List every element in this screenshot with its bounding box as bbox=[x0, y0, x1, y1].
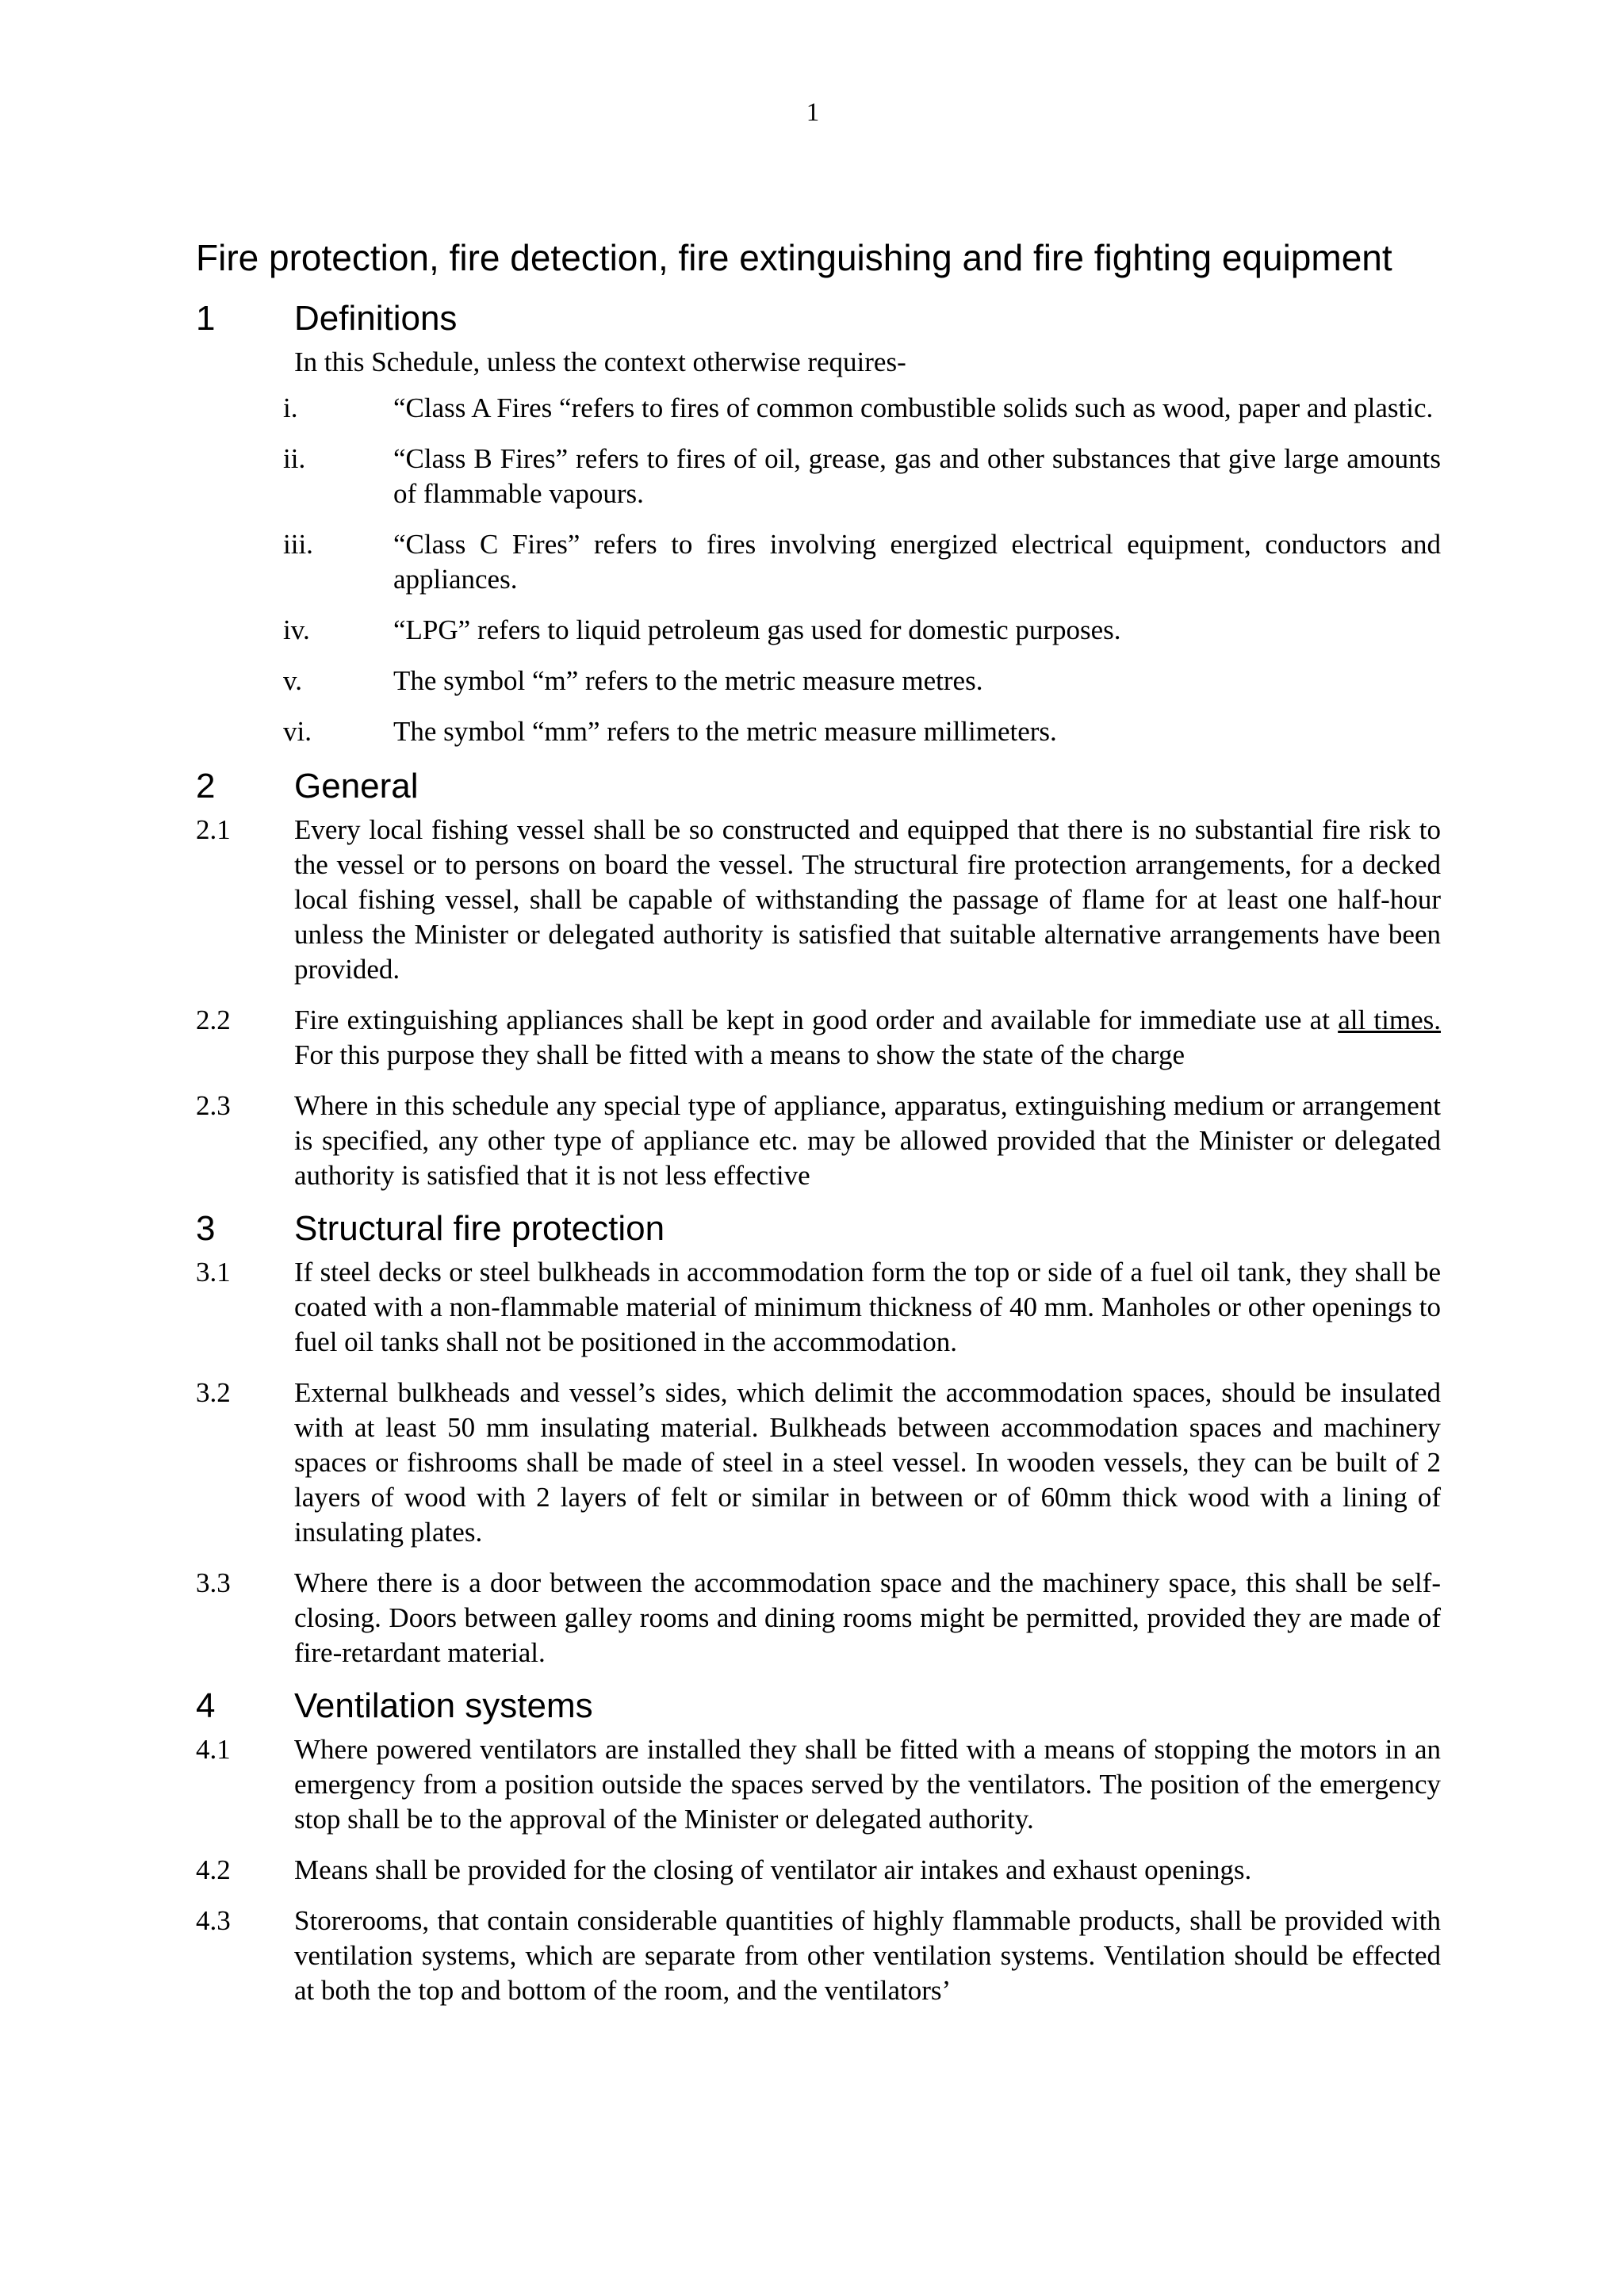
paragraph-text: External bulkheads and vessel’s sides, which delimit the accommodation spaces, should be insulated with at least 50 mm insulating material. Bulkheads between accommodation spaces and machinery spaces or fishrooms shall be made of steel in a steel vessel. In wooden vessels, they can be built of 2 layers of wood with 2 layers of felt or similar in between or of 60mm thick wood with a lining of insulating plates. bbox=[294, 1377, 1441, 1548]
definition-text: The symbol “mm” refers to the metric measure millimeters. bbox=[393, 716, 1057, 747]
section-title: Structural fire protection bbox=[294, 1209, 665, 1248]
paragraph bbox=[196, 1376, 1441, 1550]
definitions-intro: In this Schedule, unless the context otherwise requires- bbox=[294, 346, 906, 377]
definition-numeral: ii. bbox=[283, 443, 306, 474]
section-definitions bbox=[196, 299, 1441, 749]
paragraph-text: If steel decks or steel bulkheads in accommodation form the top or side of a fuel oil tank, they shall be coated with a non-flammable material of minimum thickness of 40 mm. Manholes or other openings to fuel oil tanks shall not be positioned in the accommodation. bbox=[294, 1257, 1441, 1357]
section-number: 3 bbox=[196, 1209, 216, 1248]
section-title: General bbox=[294, 767, 419, 806]
paragraph-text: Where powered ventilators are installed they shall be fitted with a means of stopping the motors in an emergency from a position outside the spaces served by the ventilators. The position of the emergency stop shall be to the approval of the Minister or delegated authority. bbox=[294, 1734, 1441, 1835]
paragraph bbox=[196, 813, 1441, 987]
definition-item bbox=[196, 442, 1441, 511]
paragraph-text bbox=[294, 1003, 1441, 1073]
definition-item bbox=[196, 714, 1441, 749]
paragraph-number: 3.1 bbox=[196, 1257, 231, 1288]
definition-numeral: i. bbox=[283, 392, 298, 423]
section-structural-fire-protection bbox=[196, 1209, 1441, 1670]
underlined-text: all times. bbox=[1338, 1004, 1441, 1035]
definition-numeral: iv. bbox=[283, 614, 310, 645]
paragraph bbox=[196, 1732, 1441, 1837]
paragraph bbox=[196, 1853, 1441, 1888]
definition-text: The symbol “m” refers to the metric measure metres. bbox=[393, 665, 983, 696]
paragraph-number: 4.3 bbox=[196, 1905, 231, 1936]
page-number: 1 bbox=[806, 98, 820, 127]
definition-text: “Class B Fires” refers to fires of oil, grease, gas and other substances that give large amounts of flammable vapours. bbox=[393, 443, 1441, 509]
section-number: 1 bbox=[196, 299, 216, 338]
paragraph-text: Storerooms, that contain considerable quantities of highly flammable products, shall be provided with ventilation systems, which are separate from other ventilation systems. Ventilation should be effected at both the top and bottom of the room, and the ventilators’ bbox=[294, 1905, 1441, 2006]
document-title: Fire protection, fire detection, fire extinguishing and fire fighting equipment bbox=[196, 237, 1392, 278]
paragraph-text: Every local fishing vessel shall be so constructed and equipped that there is no substantial fire risk to the vessel or to persons on board the vessel. The structural fire protection arrangements, for a decked local fishing vessel, shall be capable of withstanding the passage of flame for at least one half-hour unless the Minister or delegated authority is satisfied that suitable alternative arrangements have been provided. bbox=[294, 814, 1441, 985]
section-general bbox=[196, 767, 1441, 1193]
paragraph-text: Where there is a door between the accommodation space and the machinery space, this shall be self-closing. Doors between galley rooms and dining rooms might be permitted, provided they are made of fire-retardant material. bbox=[294, 1567, 1441, 1668]
definition-item bbox=[196, 391, 1441, 426]
paragraph-text: Means shall be provided for the closing of ventilator air intakes and exhaust openings. bbox=[294, 1854, 1252, 1885]
section-heading bbox=[196, 767, 1441, 806]
paragraph-text-part: Fire extinguishing appliances shall be kept in good order and available for immediate use at bbox=[294, 1004, 1339, 1035]
section-title: Definitions bbox=[294, 299, 458, 338]
document-body bbox=[196, 236, 1441, 2024]
paragraph bbox=[196, 1904, 1441, 2008]
paragraph bbox=[196, 1255, 1441, 1360]
paragraph-number: 2.1 bbox=[196, 814, 231, 845]
paragraph-number: 4.1 bbox=[196, 1734, 231, 1765]
paragraph-number: 3.3 bbox=[196, 1567, 231, 1598]
section-title: Ventilation systems bbox=[294, 1686, 593, 1725]
paragraph bbox=[196, 1566, 1441, 1670]
definition-numeral: iii. bbox=[283, 529, 313, 560]
paragraph-number: 3.2 bbox=[196, 1377, 231, 1408]
definition-numeral: v. bbox=[283, 665, 302, 696]
section-number: 2 bbox=[196, 767, 216, 806]
definition-numeral: vi. bbox=[283, 716, 312, 747]
paragraph-number: 2.3 bbox=[196, 1090, 231, 1121]
definition-item bbox=[196, 613, 1441, 648]
paragraph-number: 2.2 bbox=[196, 1004, 231, 1035]
definition-text: “Class C Fires” refers to fires involving energized electrical equipment, conductors and appliances. bbox=[393, 529, 1441, 595]
definition-item bbox=[196, 527, 1441, 597]
definition-text: “LPG” refers to liquid petroleum gas used for domestic purposes. bbox=[393, 614, 1121, 645]
definitions-list bbox=[196, 391, 1441, 749]
definition-text: “Class A Fires “refers to fires of common combustible solids such as wood, paper and plastic. bbox=[393, 392, 1434, 423]
paragraph-text: Where in this schedule any special type of appliance, apparatus, extinguishing medium or arrangement is specified, any other type of appliance etc. may be allowed provided that the Minister or delegated authority is satisfied that it is not less effective bbox=[294, 1090, 1441, 1191]
section-heading bbox=[196, 1686, 1441, 1726]
paragraph bbox=[196, 1089, 1441, 1193]
paragraph-text-part: For this purpose they shall be fitted with a means to show the state of the charge bbox=[294, 1039, 1185, 1070]
section-heading bbox=[196, 299, 1441, 339]
section-heading bbox=[196, 1209, 1441, 1249]
definition-item bbox=[196, 664, 1441, 698]
section-number: 4 bbox=[196, 1686, 216, 1725]
paragraph bbox=[196, 1003, 1441, 1073]
paragraph-number: 4.2 bbox=[196, 1854, 231, 1885]
section-ventilation-systems bbox=[196, 1686, 1441, 2008]
